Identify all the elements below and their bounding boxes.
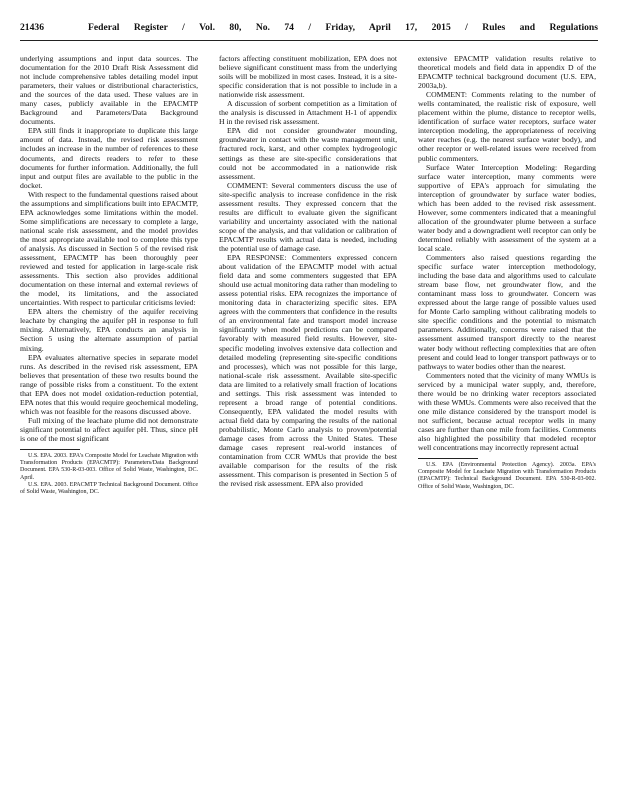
column-2 xyxy=(219,54,397,778)
column-1 xyxy=(20,54,198,778)
paragraph: Commenters noted that the vicinity of many WMUs is serviced by a municipal water supply, and, therefore, there would be no drinking water receptors associated with these WMUs. Comments were also received that the one mile distance considered by the transport model is not sufficient, because actual receptor wells in many cases are further than one mile from facilities. Comments also highlighted the possibility that modeled receptor well concentrations may incorrectly represent actual xyxy=(418,370,596,453)
comment-paragraph: COMMENT: Comments relating to the number of wells contaminated, the realistic risk of exposure, well placement within the plume, distance to receptor wells, identification of surface water receptors, surface water interception modeling, the appropriateness of receiving water reaches (e.g. the nearest surface water body), and other receptor or well-related issues were received from public commenters. xyxy=(418,90,596,163)
footnote: U.S. EPA (Environmental Protection Agency). 2003a. EPA's Composite Model for Leachate Migration with Transformation Products (EPACMTP): Technical Background Document. EPA 530-R-03-002. Office of Solid Waste, Washington, DC. xyxy=(418,462,596,490)
footnote: U.S. EPA. 2003. EPACMTP Technical Background Document. Office of Solid Waste, Washington, DC. xyxy=(20,481,198,496)
paragraph: underlying assumptions and input data sources. The documentation for the 2010 Draft Risk Assessment did not include comprehensive tables detailing model input parameters, their values or distributional characteristics, and the sources of the data used. These values are in many cases, publicly available in the EPACMTP Background and Parameters/Data Background documents. xyxy=(20,54,198,127)
response-paragraph: EPA RESPONSE: Commenters expressed concern about validation of the EPACMTP model with actual field data and some commenters suggested that EPA should use actual monitoring data rather than modeling to assess potential risks. EPA recognizes the importance of monitoring data in characterizing specific sites. EPA agrees with the commenters that confidence in the results of an environmental fate and transport model increase significantly when model predictions can be compared favorably with measured field results. However, site-specific modeling involves extensive data collection and detailed modeling (representing site-specific conditions and processes), which was not possible for this large, national-scale risk assessment. Available site-specific data are limited to a relatively small fraction of locations and settings. This risk assessment was intended to represent a broad range of potential conditions. Consequently, EPA validated the model results with actual field data by comparing the results of the national probabilistic, Monte Carlo analysis to proven/potential damage cases from across the United States. These damage cases represent real-world instances of contamination from CCR WMUs that provide the best available comparison for the results of the risk assessment. This comparison is presented in Section 5 of the revised risk assessment. EPA also provided xyxy=(219,253,397,489)
footnote-rule xyxy=(418,458,478,459)
page-number: 21436 xyxy=(20,22,44,33)
paragraph: With respect to the fundamental questions raised about the assumptions and simplifications built into EPACMTP, EPA acknowledges some limitations within the model. Some simplifications are necessary to complete a large, national scale risk assessment, and the model provides the most appropriate available tool to complete this type of analysis. As discussed in Section 5 of the revised risk assessment, EPACMTP has been thoroughly peer reviewed and tested for application in large-scale risk assessments. This section also provides additional documentation on these internal and external reviews of the model, its limitations, and the associated uncertainties. With respect to particular criticisms levied: xyxy=(20,189,198,308)
section-paragraph: Surface Water Interception Modeling: Regarding surface water interception, many comments were supportive of EPA's approach for simulating the interception of groundwater by surface water bodies, which has been added to the revised risk assessment. However, some commenters indicated that a meaningful allocation of the groundwater plume between a surface water body and a downgradient well receptor can only be determined reliably with assessment of the system at a local scale. xyxy=(418,162,596,253)
paragraph: Commenters also raised questions regarding the specific surface water interception methodology, including the base data and algorithms used to calculate stream base flow, net groundwater flow, and the contaminant mass loss to groundwater. Concern was expressed about the large range of possible values used for Monte Carlo sampling without calibrating models to site specific conditions and the potential to mismatch parameters. Additionally, concerns were raised that the assessment assumed transport directly to the nearest water body without reflecting complexities that are often present and could lead to longer transport pathways or to pathways to water bodies other than the nearest. xyxy=(418,253,596,371)
footnote: U.S. EPA. 2003. EPA's Composite Model for Leachate Migration with Transformation Products (EPACMTP): Parameters/Data Background Document. EPA 530-R-03-003. Office of Solid Waste, Washington, DC. April. xyxy=(20,453,198,481)
paragraph: extensive EPACMTP validation results relative to theoretical models and field data in appendix D of the EPACMTP technical background document (U.S. EPA, 2003a,b). xyxy=(418,54,596,91)
footnote-rule xyxy=(20,449,80,450)
bullet-paragraph: EPA evaluates alternative species in separate model runs. As described in the revised risk assessment, EPA believes that presentation of these two results bound the range of possible risks from a constituent. To the extent that EPA does not model oxidation-reduction potential, EPA notes that this would require geochemical modeling, which was not feasible for the reasons discussed above. xyxy=(20,352,198,416)
comment-paragraph: COMMENT: Several commenters discuss the use of site-specific analysis to increase confidence in the risk assessment results. They expressed concern that the results are difficult to evaluate given the significant variability and uncertainty associated with the national scope of the analysis, and that validation or calibration of EPACMTP results with actual data is needed, including the potential use of damage case. xyxy=(219,180,397,253)
bullet-paragraph: Full mixing of the leachate plume did not demonstrate significant potential to affect aquifer pH. Thus, since pH is one of the most significant xyxy=(20,415,198,443)
bullet-paragraph: A discussion of sorbent competition as a limitation of the analysis is discussed in Attachment H-1 of appendix H in the revised risk assessment. xyxy=(219,99,397,127)
column-3 xyxy=(418,54,596,778)
paragraph: EPA still finds it inappropriate to duplicate this large amount of data. Instead, the revised risk assessment includes an increase in the number of references to these documents, and directs readers to refer to these documents for further information. Additionally, the full input and output files are available to the public in the docket. xyxy=(20,126,198,190)
header-rule xyxy=(20,40,598,41)
running-head: Federal Register / Vol. 80, No. 74 / Friday, April 17, 2015 / Rules and Regulations xyxy=(88,22,598,33)
bullet-paragraph: EPA alters the chemistry of the aquifer receiving leachate by changing the aquifer pH in response to full mixing. Alternatively, EPA conducts an analysis in Section 5 using the alternate assumption of partial mixing. xyxy=(20,307,198,353)
running-header xyxy=(20,22,598,36)
bullet-paragraph: EPA did not consider groundwater mounding, groundwater in contact with the waste management unit, fractured rock, karst, and other complex hydrogeologic settings as these are site-specific considerations that could not be accommodated in a nationwide risk assessment. xyxy=(219,126,397,181)
paragraph: factors affecting constituent mobilization, EPA does not believe significant constituent mass from the underlying soils will be mobilized in most cases. Instead, it is a site-specific consideration that is not possible to include in a nationwide risk assessment. xyxy=(219,54,397,100)
